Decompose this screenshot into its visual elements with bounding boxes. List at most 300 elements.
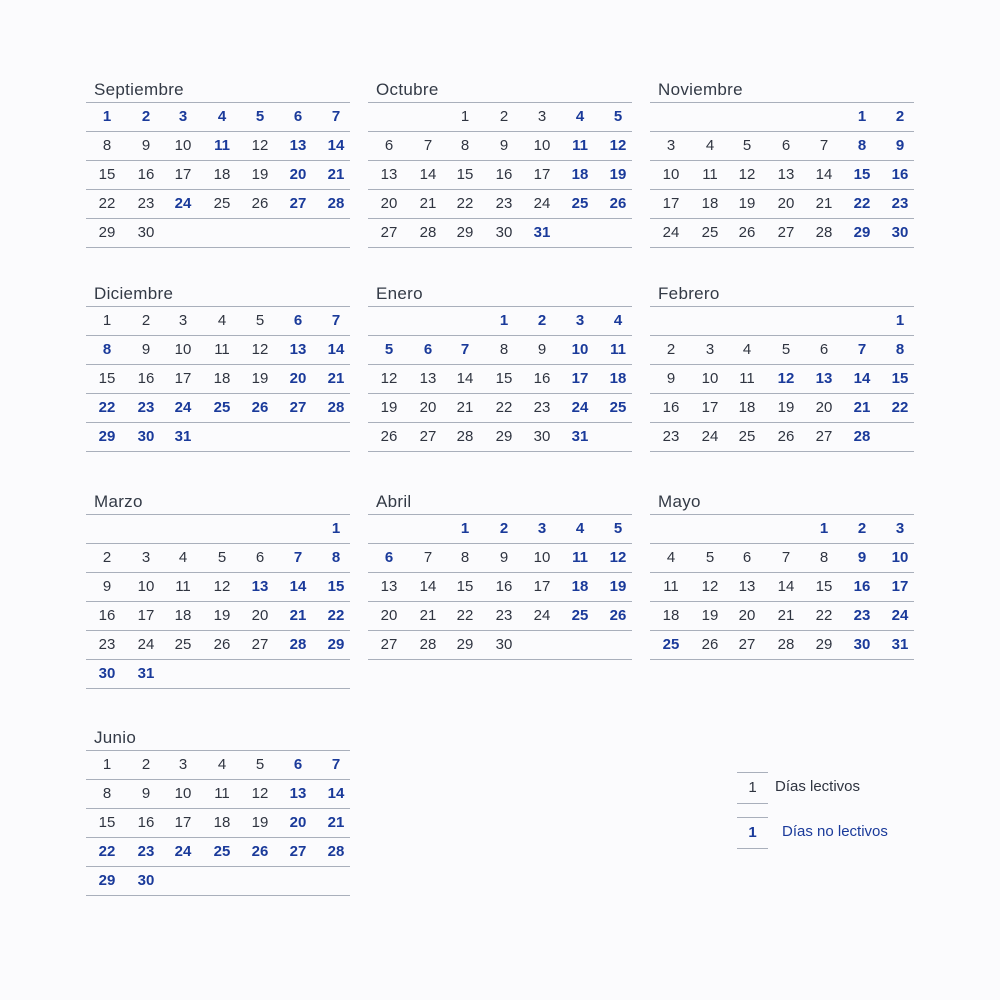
non-working-day: 26	[609, 195, 627, 212]
week-row	[368, 160, 632, 189]
month-title: Marzo	[94, 492, 143, 511]
working-day: 3	[141, 549, 151, 566]
month-grid	[368, 514, 632, 660]
working-day: 18	[662, 607, 680, 624]
week-row	[368, 218, 632, 248]
non-working-day: 3	[575, 312, 585, 329]
working-day: 26	[380, 428, 398, 445]
working-day: 9	[141, 137, 151, 154]
working-day: 22	[98, 195, 116, 212]
working-day: 25	[738, 428, 756, 445]
week-row	[86, 808, 350, 837]
working-day: 10	[174, 785, 192, 802]
non-working-day: 3	[178, 108, 188, 125]
week-row	[86, 601, 350, 630]
working-day: 6	[255, 549, 265, 566]
non-working-day: 30	[98, 665, 116, 682]
working-day: 4	[217, 756, 227, 773]
working-day: 19	[701, 607, 719, 624]
working-day: 29	[495, 428, 513, 445]
week-row	[650, 306, 914, 335]
non-working-day: 5	[613, 108, 623, 125]
working-day: 12	[701, 578, 719, 595]
non-working-day: 15	[327, 578, 345, 595]
working-day: 16	[495, 578, 513, 595]
working-day: 24	[533, 195, 551, 212]
non-working-day: 22	[327, 607, 345, 624]
non-working-day: 23	[137, 399, 155, 416]
working-day: 8	[460, 549, 470, 566]
month-grid	[86, 750, 350, 896]
non-working-day: 17	[571, 370, 589, 387]
week-row	[650, 218, 914, 248]
working-day: 17	[137, 607, 155, 624]
non-working-day: 31	[137, 665, 155, 682]
non-working-day: 28	[289, 636, 307, 653]
week-row	[650, 335, 914, 364]
working-day: 16	[533, 370, 551, 387]
working-day: 5	[781, 341, 791, 358]
week-row	[368, 189, 632, 218]
week-row	[86, 160, 350, 189]
working-day: 4	[742, 341, 752, 358]
non-working-day: 29	[98, 428, 116, 445]
non-working-day: 28	[327, 399, 345, 416]
non-working-day: 31	[571, 428, 589, 445]
non-working-day: 11	[610, 341, 626, 358]
working-day: 19	[251, 814, 269, 831]
non-working-day: 28	[327, 195, 345, 212]
working-day: 10	[137, 578, 155, 595]
working-day: 26	[213, 636, 231, 653]
working-day: 5	[255, 756, 265, 773]
working-day: 29	[98, 224, 116, 241]
working-day: 23	[533, 399, 551, 416]
non-working-day: 12	[609, 137, 627, 154]
week-row	[368, 572, 632, 601]
working-day: 11	[739, 370, 755, 387]
working-day: 28	[777, 636, 795, 653]
working-day: 18	[213, 814, 231, 831]
month-title: Octubre	[376, 80, 439, 99]
working-day: 2	[666, 341, 676, 358]
working-day: 10	[533, 137, 551, 154]
working-day: 4	[666, 549, 676, 566]
working-day: 19	[251, 370, 269, 387]
working-day: 29	[456, 636, 474, 653]
non-working-day: 30	[853, 636, 871, 653]
month-abril	[368, 490, 632, 660]
month-mayo	[650, 490, 914, 660]
non-working-day: 19	[609, 166, 627, 183]
working-day: 9	[102, 578, 112, 595]
working-day: 17	[174, 814, 192, 831]
non-working-day: 27	[289, 195, 307, 212]
working-day: 18	[738, 399, 756, 416]
working-day: 21	[815, 195, 833, 212]
non-working-day: 15	[891, 370, 909, 387]
working-day: 27	[777, 224, 795, 241]
working-day: 26	[738, 224, 756, 241]
month-grid	[650, 306, 914, 452]
working-day: 12	[251, 785, 269, 802]
working-day: 20	[419, 399, 437, 416]
month-grid	[650, 514, 914, 660]
non-working-day: 6	[293, 312, 303, 329]
working-day: 6	[781, 137, 791, 154]
non-working-day: 5	[255, 108, 265, 125]
legend	[737, 772, 937, 862]
working-day: 9	[499, 137, 509, 154]
week-row	[650, 514, 914, 543]
working-day: 25	[701, 224, 719, 241]
month-title: Junio	[94, 728, 137, 747]
working-day: 4	[705, 137, 715, 154]
working-day: 4	[217, 312, 227, 329]
working-day: 7	[423, 549, 433, 566]
non-working-day: 14	[327, 137, 345, 154]
non-working-day: 4	[217, 108, 227, 125]
working-day: 20	[251, 607, 269, 624]
working-day: 22	[456, 195, 474, 212]
non-working-day: 9	[895, 137, 905, 154]
non-working-day: 13	[251, 578, 269, 595]
week-row	[650, 393, 914, 422]
non-working-day: 24	[174, 195, 192, 212]
non-working-day: 4	[575, 108, 585, 125]
non-working-day: 21	[327, 814, 345, 831]
week-row	[650, 630, 914, 660]
working-day: 7	[781, 549, 791, 566]
working-day: 2	[141, 756, 151, 773]
non-working-day: 14	[289, 578, 307, 595]
month-octubre	[368, 78, 632, 248]
non-working-day: 2	[141, 108, 151, 125]
week-row	[86, 422, 350, 452]
week-row	[86, 131, 350, 160]
week-row	[86, 514, 350, 543]
working-day: 8	[460, 137, 470, 154]
working-day: 2	[499, 108, 509, 125]
working-day: 8	[102, 785, 112, 802]
non-working-day: 3	[895, 520, 905, 537]
legend-working-sample: 1	[737, 772, 768, 804]
non-working-day: 16	[853, 578, 871, 595]
non-working-day: 24	[891, 607, 909, 624]
working-day: 12	[213, 578, 231, 595]
non-working-day: 18	[571, 578, 589, 595]
non-working-day: 23	[853, 607, 871, 624]
non-working-day: 8	[102, 341, 112, 358]
working-day: 27	[815, 428, 833, 445]
working-day: 14	[419, 166, 437, 183]
week-row	[650, 422, 914, 452]
working-day: 17	[533, 578, 551, 595]
working-day: 15	[98, 370, 116, 387]
working-day: 7	[819, 137, 829, 154]
non-working-day: 25	[571, 195, 589, 212]
non-working-day: 21	[327, 370, 345, 387]
month-diciembre	[86, 282, 350, 452]
working-day: 17	[662, 195, 680, 212]
non-working-day: 7	[331, 756, 341, 773]
week-row	[368, 514, 632, 543]
non-working-day: 1	[102, 108, 112, 125]
working-day: 12	[738, 166, 756, 183]
working-day: 14	[815, 166, 833, 183]
week-row	[368, 422, 632, 452]
non-working-day: 21	[853, 399, 871, 416]
month-grid	[368, 102, 632, 248]
working-day: 10	[701, 370, 719, 387]
working-day: 21	[419, 607, 437, 624]
working-day: 21	[456, 399, 474, 416]
week-row	[368, 131, 632, 160]
working-day: 20	[815, 399, 833, 416]
non-working-day: 12	[777, 370, 795, 387]
non-working-day: 30	[891, 224, 909, 241]
non-working-day: 18	[571, 166, 589, 183]
non-working-day: 13	[289, 137, 307, 154]
working-day: 23	[495, 195, 513, 212]
non-working-day: 2	[499, 520, 509, 537]
working-day: 27	[380, 636, 398, 653]
working-day: 15	[456, 166, 474, 183]
working-day: 21	[419, 195, 437, 212]
working-day: 5	[705, 549, 715, 566]
working-day: 22	[456, 607, 474, 624]
month-noviembre	[650, 78, 914, 248]
non-working-day: 1	[331, 520, 341, 537]
working-day: 18	[213, 166, 231, 183]
non-working-day: 30	[137, 872, 155, 889]
week-row	[368, 335, 632, 364]
working-day: 11	[214, 785, 230, 802]
working-day: 13	[419, 370, 437, 387]
week-row	[86, 779, 350, 808]
working-day: 30	[137, 224, 155, 241]
working-day: 29	[815, 636, 833, 653]
month-title: Abril	[376, 492, 412, 511]
working-day: 25	[213, 195, 231, 212]
working-day: 12	[251, 341, 269, 358]
non-working-day: 7	[293, 549, 303, 566]
month-title: Noviembre	[658, 80, 743, 99]
working-day: 26	[701, 636, 719, 653]
non-working-day: 21	[289, 607, 307, 624]
non-working-day: 5	[384, 341, 394, 358]
working-day: 2	[102, 549, 112, 566]
working-day: 9	[141, 785, 151, 802]
working-day: 28	[456, 428, 474, 445]
week-row	[650, 131, 914, 160]
non-working-day: 21	[327, 166, 345, 183]
non-working-day: 23	[137, 843, 155, 860]
week-row	[86, 750, 350, 779]
working-day: 18	[174, 607, 192, 624]
working-day: 22	[815, 607, 833, 624]
non-working-day: 2	[895, 108, 905, 125]
week-row	[86, 218, 350, 248]
month-title: Septiembre	[94, 80, 184, 99]
working-day: 18	[701, 195, 719, 212]
non-working-day: 27	[289, 843, 307, 860]
working-day: 14	[777, 578, 795, 595]
working-day: 27	[251, 636, 269, 653]
working-day: 11	[214, 341, 230, 358]
working-day: 8	[819, 549, 829, 566]
legend-non-working-sample: 1	[737, 817, 768, 849]
week-row	[86, 543, 350, 572]
non-working-day: 29	[853, 224, 871, 241]
non-working-day: 26	[251, 843, 269, 860]
working-day: 9	[499, 549, 509, 566]
working-day: 20	[777, 195, 795, 212]
working-day: 28	[419, 224, 437, 241]
week-row	[86, 189, 350, 218]
month-grid	[86, 102, 350, 248]
working-day: 17	[174, 370, 192, 387]
non-working-day: 1	[819, 520, 829, 537]
non-working-day: 5	[613, 520, 623, 537]
week-row	[650, 102, 914, 131]
non-working-day: 7	[331, 108, 341, 125]
month-title: Mayo	[658, 492, 701, 511]
non-working-day: 14	[327, 785, 345, 802]
working-day: 8	[102, 137, 112, 154]
working-day: 4	[178, 549, 188, 566]
week-row	[86, 102, 350, 131]
non-working-day: 25	[609, 399, 627, 416]
non-working-day: 11	[572, 549, 588, 566]
working-day: 27	[738, 636, 756, 653]
non-working-day: 15	[853, 166, 871, 183]
non-working-day: 22	[98, 843, 116, 860]
non-working-day: 28	[853, 428, 871, 445]
working-day: 10	[662, 166, 680, 183]
working-day: 24	[533, 607, 551, 624]
non-working-day: 6	[293, 108, 303, 125]
month-grid	[86, 514, 350, 689]
working-day: 16	[495, 166, 513, 183]
non-working-day: 28	[327, 843, 345, 860]
non-working-day: 16	[891, 166, 909, 183]
working-day: 16	[137, 166, 155, 183]
month-grid	[650, 102, 914, 248]
working-day: 5	[217, 549, 227, 566]
working-day: 23	[495, 607, 513, 624]
week-row	[86, 393, 350, 422]
working-day: 9	[666, 370, 676, 387]
working-day: 11	[702, 166, 718, 183]
week-row	[86, 572, 350, 601]
working-day: 14	[419, 578, 437, 595]
non-working-day: 6	[293, 756, 303, 773]
non-working-day: 13	[815, 370, 833, 387]
working-day: 30	[495, 636, 513, 653]
working-day: 16	[137, 814, 155, 831]
legend-working-label: Días lectivos	[775, 778, 861, 795]
non-working-day: 7	[460, 341, 470, 358]
non-working-day: 24	[571, 399, 589, 416]
non-working-day: 7	[331, 312, 341, 329]
working-day: 19	[380, 399, 398, 416]
working-day: 13	[380, 166, 398, 183]
week-row	[368, 306, 632, 335]
week-row	[368, 102, 632, 131]
month-enero	[368, 282, 632, 452]
non-working-day: 10	[571, 341, 589, 358]
non-working-day: 26	[251, 399, 269, 416]
working-day: 23	[98, 636, 116, 653]
non-working-day: 13	[289, 341, 307, 358]
working-day: 2	[141, 312, 151, 329]
non-working-day: 14	[853, 370, 871, 387]
working-day: 15	[495, 370, 513, 387]
working-day: 12	[251, 137, 269, 154]
working-day: 24	[662, 224, 680, 241]
working-day: 3	[705, 341, 715, 358]
non-working-day: 22	[853, 195, 871, 212]
month-grid	[86, 306, 350, 452]
month-title: Diciembre	[94, 284, 174, 303]
working-day: 16	[662, 399, 680, 416]
non-working-day: 1	[460, 520, 470, 537]
week-row	[86, 837, 350, 866]
non-working-day: 30	[137, 428, 155, 445]
non-working-day: 20	[289, 370, 307, 387]
week-row	[86, 364, 350, 393]
week-row	[86, 630, 350, 659]
week-row	[86, 335, 350, 364]
working-day: 24	[701, 428, 719, 445]
week-row	[650, 601, 914, 630]
week-row	[650, 160, 914, 189]
week-row	[86, 306, 350, 335]
working-day: 24	[137, 636, 155, 653]
working-day: 14	[456, 370, 474, 387]
non-working-day: 8	[895, 341, 905, 358]
month-grid	[368, 306, 632, 452]
working-day: 27	[380, 224, 398, 241]
working-day: 17	[701, 399, 719, 416]
month-title: Enero	[376, 284, 423, 303]
working-day: 23	[137, 195, 155, 212]
working-day: 3	[537, 108, 547, 125]
non-working-day: 31	[174, 428, 192, 445]
working-day: 3	[178, 312, 188, 329]
non-working-day: 1	[857, 108, 867, 125]
month-septiembre	[86, 78, 350, 248]
working-day: 1	[460, 108, 470, 125]
working-day: 6	[384, 137, 394, 154]
non-working-day: 25	[213, 399, 231, 416]
working-day: 6	[742, 549, 752, 566]
week-row	[650, 189, 914, 218]
week-row	[368, 393, 632, 422]
working-day: 16	[137, 370, 155, 387]
non-working-day: 17	[891, 578, 909, 595]
working-day: 20	[380, 607, 398, 624]
non-working-day: 8	[857, 137, 867, 154]
non-working-day: 31	[891, 636, 909, 653]
working-day: 5	[255, 312, 265, 329]
week-row	[86, 659, 350, 689]
working-day: 22	[495, 399, 513, 416]
non-working-day: 27	[289, 399, 307, 416]
working-day: 10	[174, 137, 192, 154]
working-day: 20	[738, 607, 756, 624]
